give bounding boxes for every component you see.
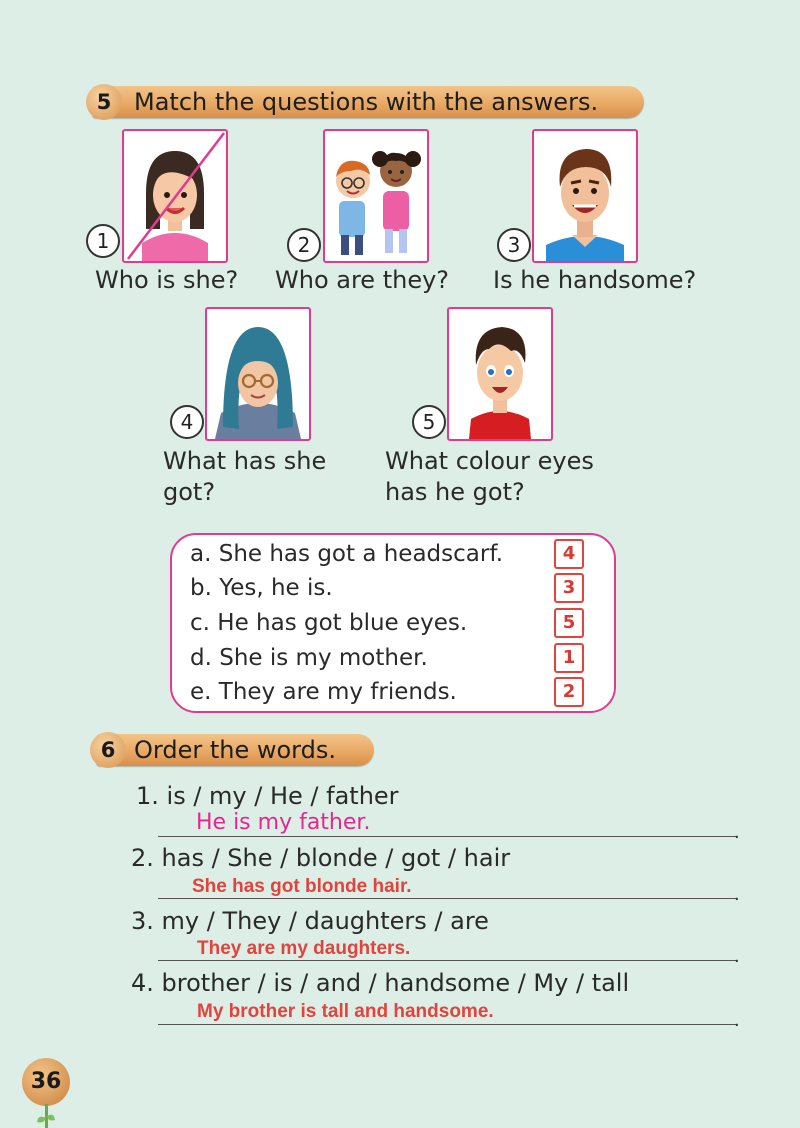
question-3: Is he handsome?: [493, 266, 697, 294]
order-answer-3[interactable]: They are my daughters.: [197, 938, 411, 959]
section-6-banner: [96, 734, 374, 766]
answer-c-key[interactable]: 5: [554, 608, 584, 638]
question-1: Who is she?: [95, 266, 239, 294]
order-prompt-2: 2. has / She / blonde / got / hair: [131, 844, 511, 872]
picture-2-number: 2: [287, 228, 321, 262]
picture-1-woman: [122, 129, 228, 263]
order-prompt-4: 4. brother / is / and / handsome / My / tall: [131, 969, 630, 997]
question-4-line-2: got?: [163, 478, 216, 506]
answer-d-key[interactable]: 1: [554, 643, 584, 673]
picture-1-number: 1: [86, 224, 120, 258]
line-end-2: .: [734, 884, 740, 905]
section-5-number: 5: [86, 84, 122, 120]
section-5-banner: [92, 86, 644, 118]
answer-d: d. She is my mother.: [190, 645, 428, 671]
leaf-icon: [36, 1104, 56, 1128]
order-prompt-1: 1. is / my / He / father: [136, 782, 399, 810]
section-5-title: Match the questions with the answers.: [134, 88, 599, 116]
picture-2-kids: [323, 129, 429, 263]
page-number-badge: [22, 1058, 70, 1106]
picture-5-boy: [447, 307, 553, 441]
question-5-line-1: What colour eyes: [385, 447, 594, 475]
question-5-line-2: has he got?: [385, 478, 525, 506]
order-answer-4[interactable]: My brother is tall and handsome.: [197, 1001, 494, 1022]
section-6-title: Order the words.: [134, 736, 336, 764]
answer-a-key[interactable]: 4: [554, 539, 584, 569]
line-end-1: .: [734, 822, 740, 843]
picture-3-number: 3: [497, 228, 531, 262]
order-answer-2[interactable]: She has got blonde hair.: [192, 876, 412, 897]
answer-line-1: [158, 836, 736, 837]
line-end-3: .: [734, 946, 740, 967]
answer-b-key[interactable]: 3: [554, 573, 584, 603]
question-2: Who are they?: [275, 266, 450, 294]
answer-c: c. He has got blue eyes.: [190, 610, 468, 636]
picture-4-number: 4: [170, 405, 204, 439]
order-answer-1[interactable]: He is my father.: [196, 810, 371, 835]
answer-b: b. Yes, he is.: [190, 575, 333, 601]
answer-a: a. She has got a headscarf.: [190, 541, 504, 567]
question-4-line-1: What has she: [163, 447, 327, 475]
answer-e-key[interactable]: 2: [554, 677, 584, 707]
picture-4-grandmother: [205, 307, 311, 441]
answers-box: [170, 533, 616, 713]
answer-line-3: [158, 960, 736, 961]
answer-line-4: [158, 1024, 736, 1025]
page-number: 36: [30, 1069, 62, 1094]
answer-line-2: [158, 898, 736, 899]
picture-5-number: 5: [412, 405, 446, 439]
answer-e: e. They are my friends.: [190, 679, 457, 705]
order-prompt-3: 3. my / They / daughters / are: [131, 907, 489, 935]
picture-3-man: [532, 129, 638, 263]
section-6-number: 6: [90, 732, 126, 768]
line-end-4: .: [734, 1010, 740, 1031]
